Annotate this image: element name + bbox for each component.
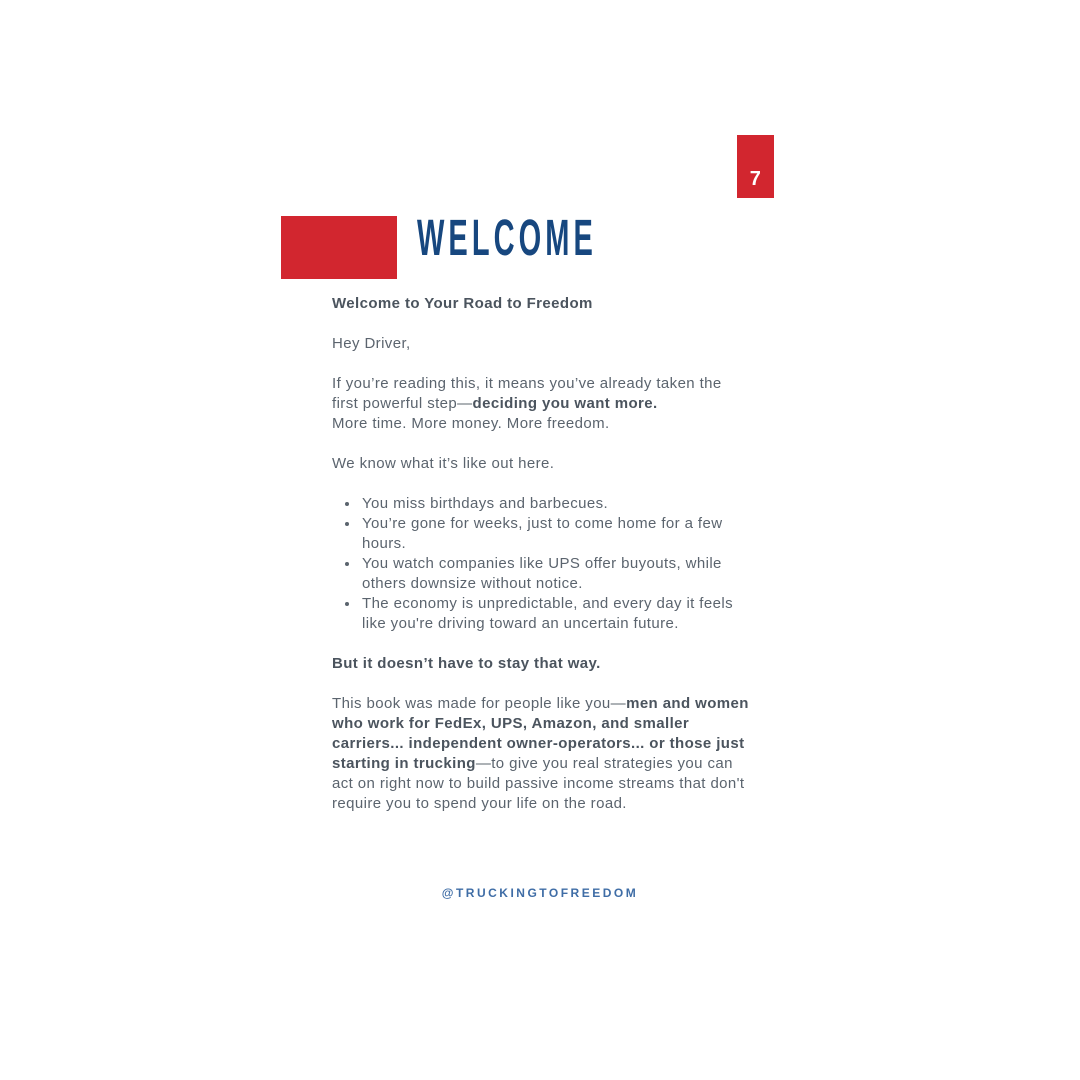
page-number: 7	[749, 168, 762, 190]
paragraph-bold-text: deciding you want more.	[472, 395, 658, 412]
paragraph-final	[332, 694, 750, 814]
list-item: • You’re gone for weeks, just to come home for a few hours.	[360, 514, 750, 554]
bold-statement: But it doesn’t have to stay that way.	[332, 655, 601, 672]
paragraph-first-step	[332, 374, 750, 434]
section-subtitle: Welcome to Your Road to Freedom	[332, 295, 593, 312]
red-accent-block	[281, 216, 397, 279]
pain-points-list	[332, 494, 750, 634]
paragraph-text: More time. More money. More freedom.	[332, 415, 610, 432]
greeting: Hey Driver,	[332, 335, 411, 352]
page-number-badge	[737, 135, 774, 198]
list-item: • The economy is unpredictable, and every day it feels like you're driving toward an uncertain future.	[360, 594, 750, 634]
body-content	[332, 294, 750, 814]
social-handle: @TRUCKINGTOFREEDOM	[441, 886, 639, 900]
chapter-title: WELCOME	[417, 208, 597, 267]
paragraph-text: This book was made for people like you—	[332, 695, 627, 712]
paragraph-we-know: We know what it’s like out here.	[332, 455, 555, 472]
paragraph-bold-text: men and women who work for FedEx, UPS, Amazon, and smaller carriers... independent owner-operators... or those just starting in trucking	[332, 695, 749, 772]
paragraph-text: —to give you real strategies you can act on right now to build passive income streams that don't require you to spend your life on the road.	[332, 755, 745, 812]
list-item: • You miss birthdays and barbecues.	[360, 494, 750, 514]
list-item: • You watch companies like UPS offer buyouts, while others downsize without notice.	[360, 554, 750, 594]
paragraph-text: If you’re reading this, it means you’ve already taken the first powerful step—	[332, 375, 722, 412]
